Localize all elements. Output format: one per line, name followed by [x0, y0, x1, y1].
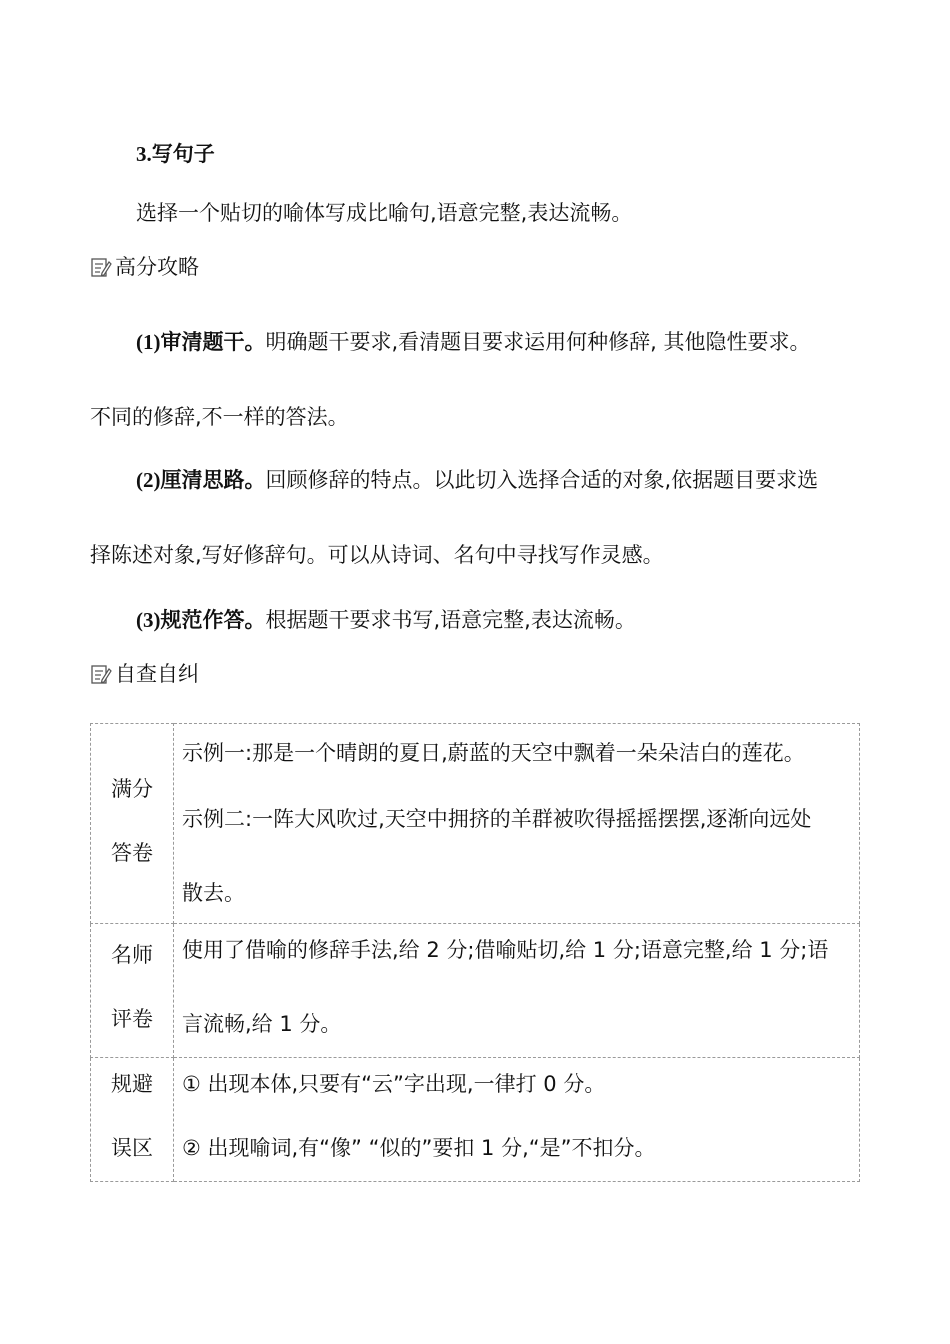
row-label-line: 满分 — [111, 777, 153, 801]
table-row — [91, 724, 860, 924]
strategy-item-2 — [136, 470, 818, 491]
note-edit-icon — [90, 663, 112, 685]
self-check-title-row — [90, 663, 199, 685]
row-content — [174, 924, 860, 1058]
item-number: (2) — [136, 468, 161, 492]
content-line: 散去。 — [182, 881, 245, 905]
row-content — [174, 724, 860, 924]
content-line: 示例二:一阵大风吹过,天空中拥挤的羊群被吹得摇摇摆摆,逐渐向远处 — [182, 807, 812, 831]
item-label: 厘清思路。 — [160, 468, 266, 492]
strategy-title-row — [90, 256, 199, 278]
item-text: 回顾修辞的特点。以此切入选择合适的对象,依据题目要求选 — [265, 468, 819, 492]
section-heading — [136, 138, 215, 168]
content-line: 言流畅,给 1 分。 — [182, 1012, 342, 1036]
item-text: 根据题干要求书写,语意完整,表达流畅。 — [265, 608, 636, 632]
content-line: 使用了借喻的修辞手法,给 2 分;借喻贴切,给 1 分;语意完整,给 1 分;语 — [182, 938, 829, 962]
section-number: 3. — [136, 142, 152, 166]
row-label — [91, 724, 174, 924]
strategy-title: 高分攻略 — [115, 254, 199, 279]
item-label: 规范作答。 — [160, 608, 266, 632]
row-content — [174, 1058, 860, 1182]
strategy-item-3 — [136, 610, 636, 631]
item-number: (3) — [136, 608, 161, 632]
section-title: 写句子 — [151, 142, 215, 166]
row-label-line: 规避 — [111, 1072, 153, 1096]
strategy-item-1 — [136, 332, 811, 353]
strategy-item-1-continued: 不同的修辞,不一样的答法。 — [90, 405, 349, 429]
row-label-line: 名师 — [111, 943, 153, 967]
table-row — [91, 1058, 860, 1182]
row-label-line: 评卷 — [111, 1007, 153, 1031]
item-label: 审清题干。 — [160, 330, 266, 354]
strategy-item-2-continued: 择陈述对象,写好修辞句。可以从诗词、名句中寻找写作灵感。 — [90, 543, 664, 567]
table-row — [91, 924, 860, 1058]
item-text: 明确题干要求,看清题目要求运用何种修辞, 其他隐性要求。 — [265, 330, 811, 354]
instruction: 选择一个贴切的喻体写成比喻句,语意完整,表达流畅。 — [136, 201, 633, 225]
content-line: ① 出现本体,只要有“云”字出现,一律打 0 分。 — [182, 1072, 606, 1096]
row-label-line: 答卷 — [111, 841, 153, 865]
self-check-table — [90, 723, 860, 1182]
note-edit-icon — [90, 256, 112, 278]
row-label — [91, 1058, 174, 1182]
self-check-title: 自查自纠 — [115, 661, 199, 686]
row-label — [91, 924, 174, 1058]
content-line: ② 出现喻词,有“像” “似的”要扣 1 分,“是”不扣分。 — [182, 1136, 656, 1160]
content-line: 示例一:那是一个晴朗的夏日,蔚蓝的天空中飘着一朵朵洁白的莲花。 — [182, 741, 805, 765]
row-label-line: 误区 — [111, 1136, 153, 1160]
item-number: (1) — [136, 330, 161, 354]
